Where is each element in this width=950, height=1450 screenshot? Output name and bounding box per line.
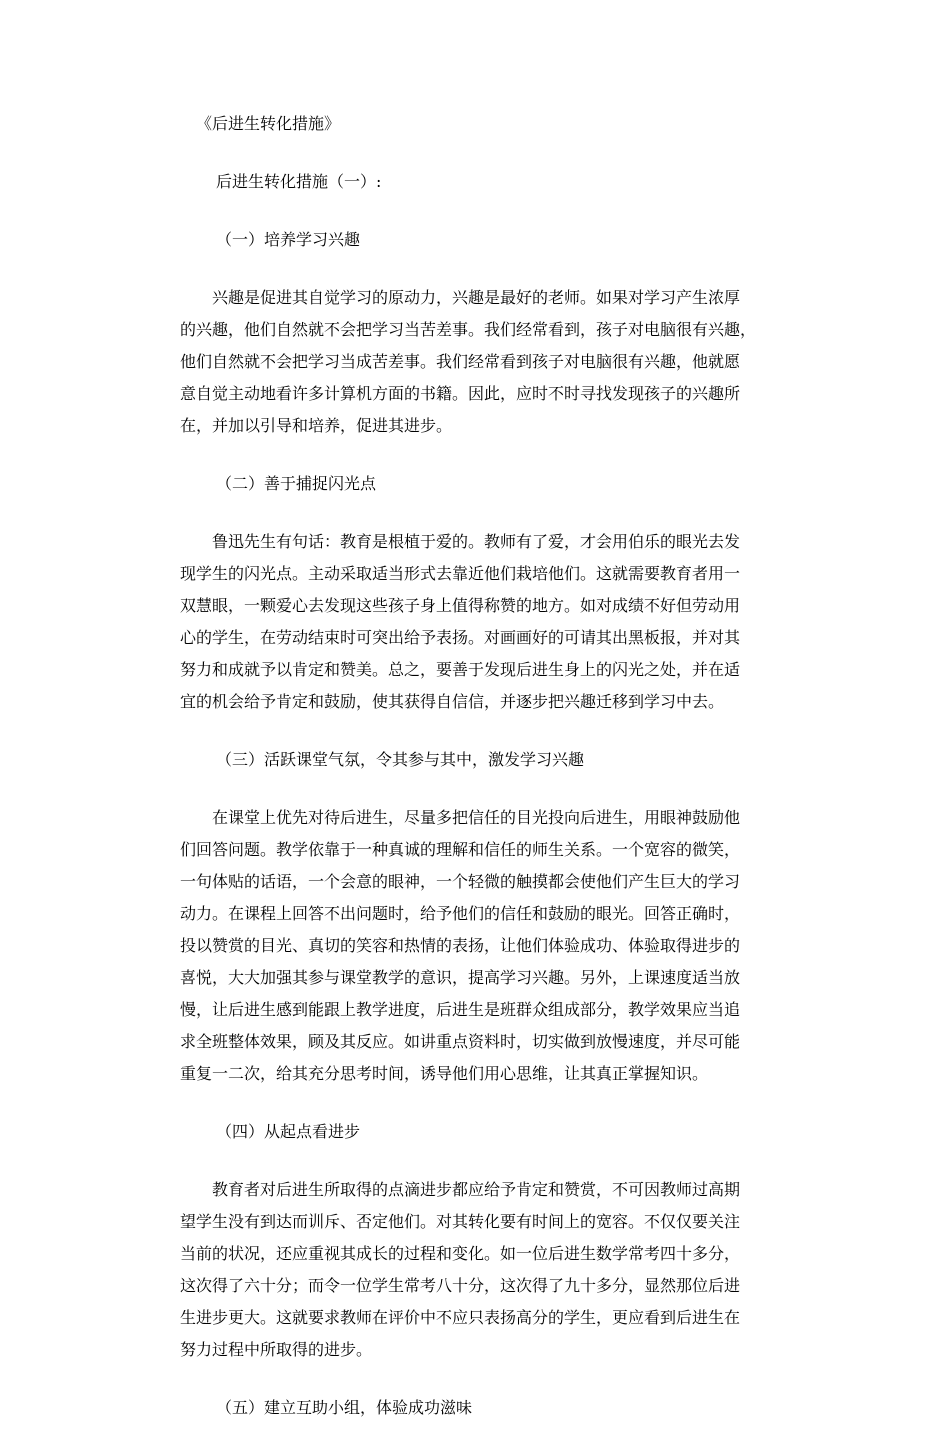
- section-heading: （二）善于捕捉闪光点: [216, 474, 377, 493]
- paragraph-line: 努力过程中所取得的进步。: [180, 1340, 373, 1359]
- section-heading: （四）从起点看进步: [216, 1122, 361, 1141]
- paragraph-line: 生进步更大。这就要求教师在评价中不应只表扬高分的学生，更应看到后进生在: [180, 1308, 741, 1327]
- paragraph-line: 意自觉主动地看许多计算机方面的书籍。因此，应时不时寻找发现孩子的兴趣所: [180, 384, 741, 403]
- paragraph-line: 求全班整体效果，顾及其反应。如讲重点资料时，切实做到放慢速度，并尽可能: [180, 1032, 741, 1051]
- paragraph-line: 当前的状况，还应重视其成长的过程和变化。如一位后进生数学常考四十多分，: [180, 1244, 741, 1263]
- paragraph-line: 的兴趣，他们自然就不会把学习当苦差事。我们经常看到，孩子对电脑很有兴趣，: [180, 320, 757, 339]
- document-subtitle: 后进生转化措施（一）:: [216, 172, 382, 191]
- section-paragraph: [180, 802, 780, 1090]
- document-title: 《后进生转化措施》: [196, 114, 341, 133]
- paragraph-line: 现学生的闪光点。主动采取适当形式去靠近他们栽培他们。这就需要教育者用一: [180, 564, 741, 583]
- paragraph-line: 慢，让后进生感到能跟上教学进度，后进生是班群众组成部分，教学效果应当追: [180, 1000, 741, 1019]
- section-paragraph: [180, 282, 780, 442]
- paragraph-line: 一句体贴的话语，一个会意的眼神，一个轻微的触摸都会使他们产生巨大的学习: [180, 872, 741, 891]
- paragraph-line: 在，并加以引导和培养，促进其进步。: [180, 416, 453, 435]
- paragraph-line: 动力。在课程上回答不出问题时，给予他们的信任和鼓励的眼光。回答正确时，: [180, 904, 741, 923]
- section-heading: （一）培养学习兴趣: [216, 230, 361, 249]
- paragraph-line: 喜悦，大大加强其参与课堂教学的意识，提高学习兴趣。另外，上课速度适当放: [180, 968, 741, 987]
- section-heading: （五）建立互助小组，体验成功滋味: [216, 1398, 473, 1417]
- paragraph-line: 重复一二次，给其充分思考时间，诱导他们用心思维，让其真正掌握知识。: [180, 1064, 709, 1083]
- paragraph-line: 投以赞赏的目光、真切的笑容和热情的表扬，让他们体验成功、体验取得进步的: [180, 936, 741, 955]
- paragraph-line: 望学生没有到达而训斥、否定他们。对其转化要有时间上的宽容。不仅仅要关注: [180, 1212, 741, 1231]
- section-heading: （三）活跃课堂气氛，令其参与其中，激发学习兴趣: [216, 750, 585, 769]
- paragraph-line: 努力和成就予以肯定和赞美。总之，要善于发现后进生身上的闪光之处，并在适: [180, 660, 741, 679]
- paragraph-line: 在课堂上优先对待后进生，尽量多把信任的目光投向后进生，用眼神鼓励他: [212, 808, 741, 827]
- paragraph-line: 教育者对后进生所取得的点滴进步都应给予肯定和赞赏，不可因教师过高期: [212, 1180, 741, 1199]
- document-body: [180, 108, 780, 1450]
- section-paragraph: [180, 526, 780, 718]
- paragraph-line: 双慧眼，一颗爱心去发现这些孩子身上值得称赞的地方。如对成绩不好但劳动用: [180, 596, 741, 615]
- paragraph-line: 这次得了六十分；而令一位学生常考八十分，这次得了九十多分，显然那位后进: [180, 1276, 741, 1295]
- paragraph-line: 宜的机会给予肯定和鼓励，使其获得自信信，并逐步把兴趣迁移到学习中去。: [180, 692, 725, 711]
- paragraph-line: 们回答问题。教学依靠于一种真诚的理解和信任的师生关系。一个宽容的微笑，: [180, 840, 741, 859]
- paragraph-line: 兴趣是促进其自觉学习的原动力，兴趣是最好的老师。如果对学习产生浓厚: [212, 288, 741, 307]
- paragraph-line: 他们自然就不会把学习当成苦差事。我们经常看到孩子对电脑很有兴趣，他就愿: [180, 352, 741, 371]
- paragraph-line: 心的学生，在劳动结束时可突出给予表扬。对画画好的可请其出黑板报，并对其: [180, 628, 741, 647]
- section-paragraph: [180, 1174, 780, 1366]
- paragraph-line: 鲁迅先生有句话：教育是根植于爱的。教师有了爱，才会用伯乐的眼光去发: [212, 532, 741, 551]
